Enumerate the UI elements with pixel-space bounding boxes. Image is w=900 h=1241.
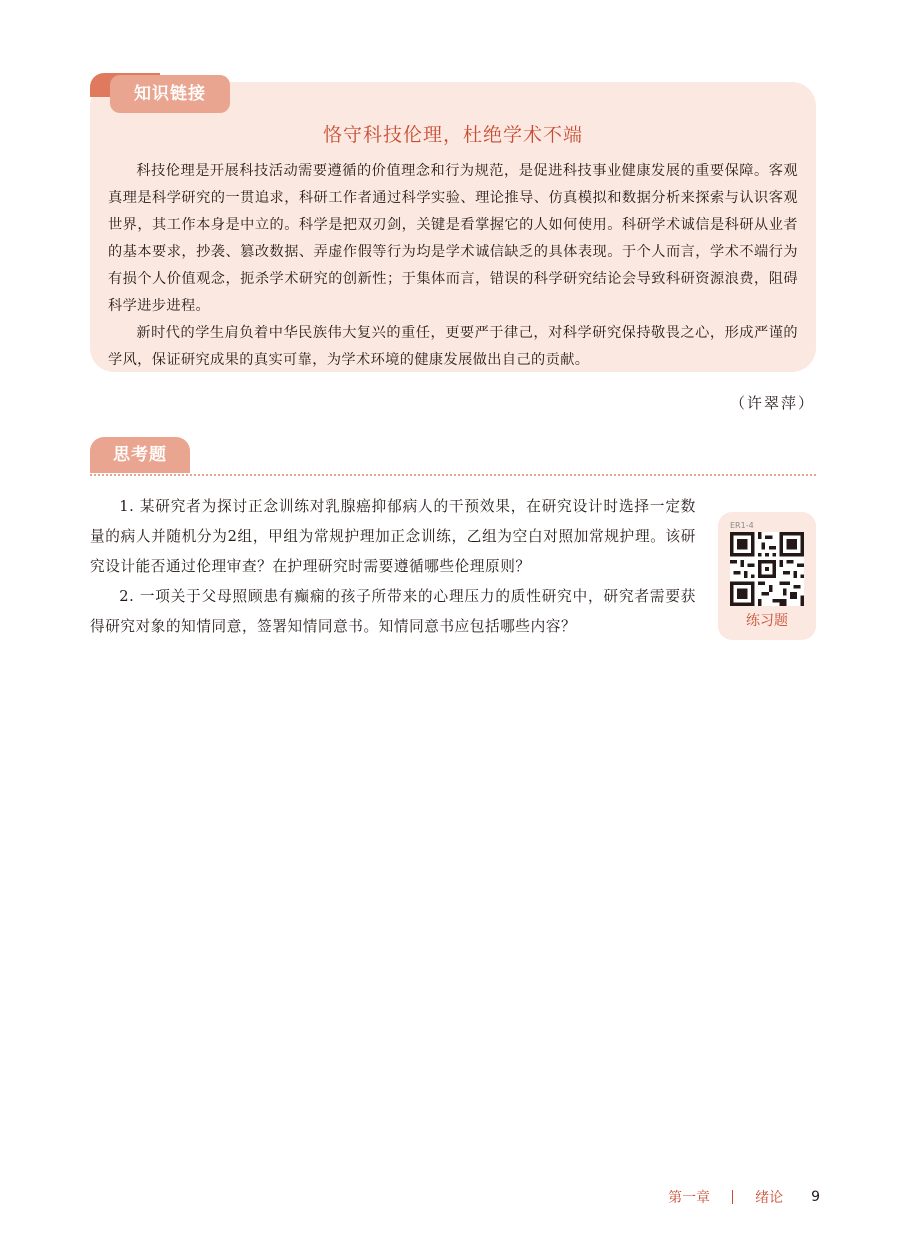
question-list: [90, 492, 696, 642]
page-number: 9: [811, 1189, 820, 1205]
question-item: 1. 某研究者为探讨正念训练对乳腺癌抑郁病人的干预效果，在研究设计时选择一定数量的病人并随机分为2组，甲组为常规护理加正念训练，乙组为空白对照加常规护理。该研究设计能否通过伦理审查？在护理研究时需要遵循哪些伦理原则？: [90, 498, 696, 575]
footer-section: 绪论: [755, 1190, 784, 1206]
footer-divider: [732, 1190, 733, 1204]
knowledge-box-body: [108, 158, 798, 374]
question-item: 2. 一项关于父母照顾患有癫痫的孩子所带来的心理压力的质性研究中，研究者需要获得研究对象的知情同意，签署知情同意书。知情同意书应包括哪些内容？: [90, 588, 696, 635]
exercise-qr-card[interactable]: [718, 512, 816, 640]
qr-card-label: 练习题: [746, 613, 788, 629]
qr-code-icon[interactable]: [730, 532, 804, 606]
page-footer: [668, 1187, 820, 1207]
qr-code-id: ER1-4: [730, 521, 754, 530]
knowledge-tab-label: 知识链接: [110, 75, 230, 113]
knowledge-box-title: 恪守科技伦理，杜绝学术不端: [322, 124, 583, 146]
knowledge-paragraph: 科技伦理是开展科技活动需要遵循的价值理念和行为规范，是促进科技事业健康发展的重要保障。客观真理是科学研究的一贯追求，科研工作者通过科学实验、理论推导、仿真模拟和数据分析来探索与认识客观世界，其工作本身是中立的。科学是把双刃剑，关键是看掌握它的人如何使用。科研学术诚信是科研从业者的基本要求，抄袭、篡改数据、弄虚作假等行为均是学术诚信缺乏的具体表现。于个人而言，学术不端行为有损个人价值观念，扼杀学术研究的创新性；于集体而言，错误的科学研究结论会导致科研资源浪费，阻碍科学进步进程。: [108, 163, 798, 314]
section-divider: [90, 474, 816, 476]
knowledge-paragraph: 新时代的学生肩负着中华民族伟大复兴的重任，更要严于律己，对科学研究保持敬畏之心，形成严谨的学风，保证研究成果的真实可靠，为学术环境的健康发展做出自己的贡献。: [108, 325, 798, 368]
footer-chapter: 第一章: [668, 1190, 711, 1206]
author-credit: （许翠萍）: [729, 394, 815, 412]
think-section-tab: 思考题: [90, 437, 190, 473]
